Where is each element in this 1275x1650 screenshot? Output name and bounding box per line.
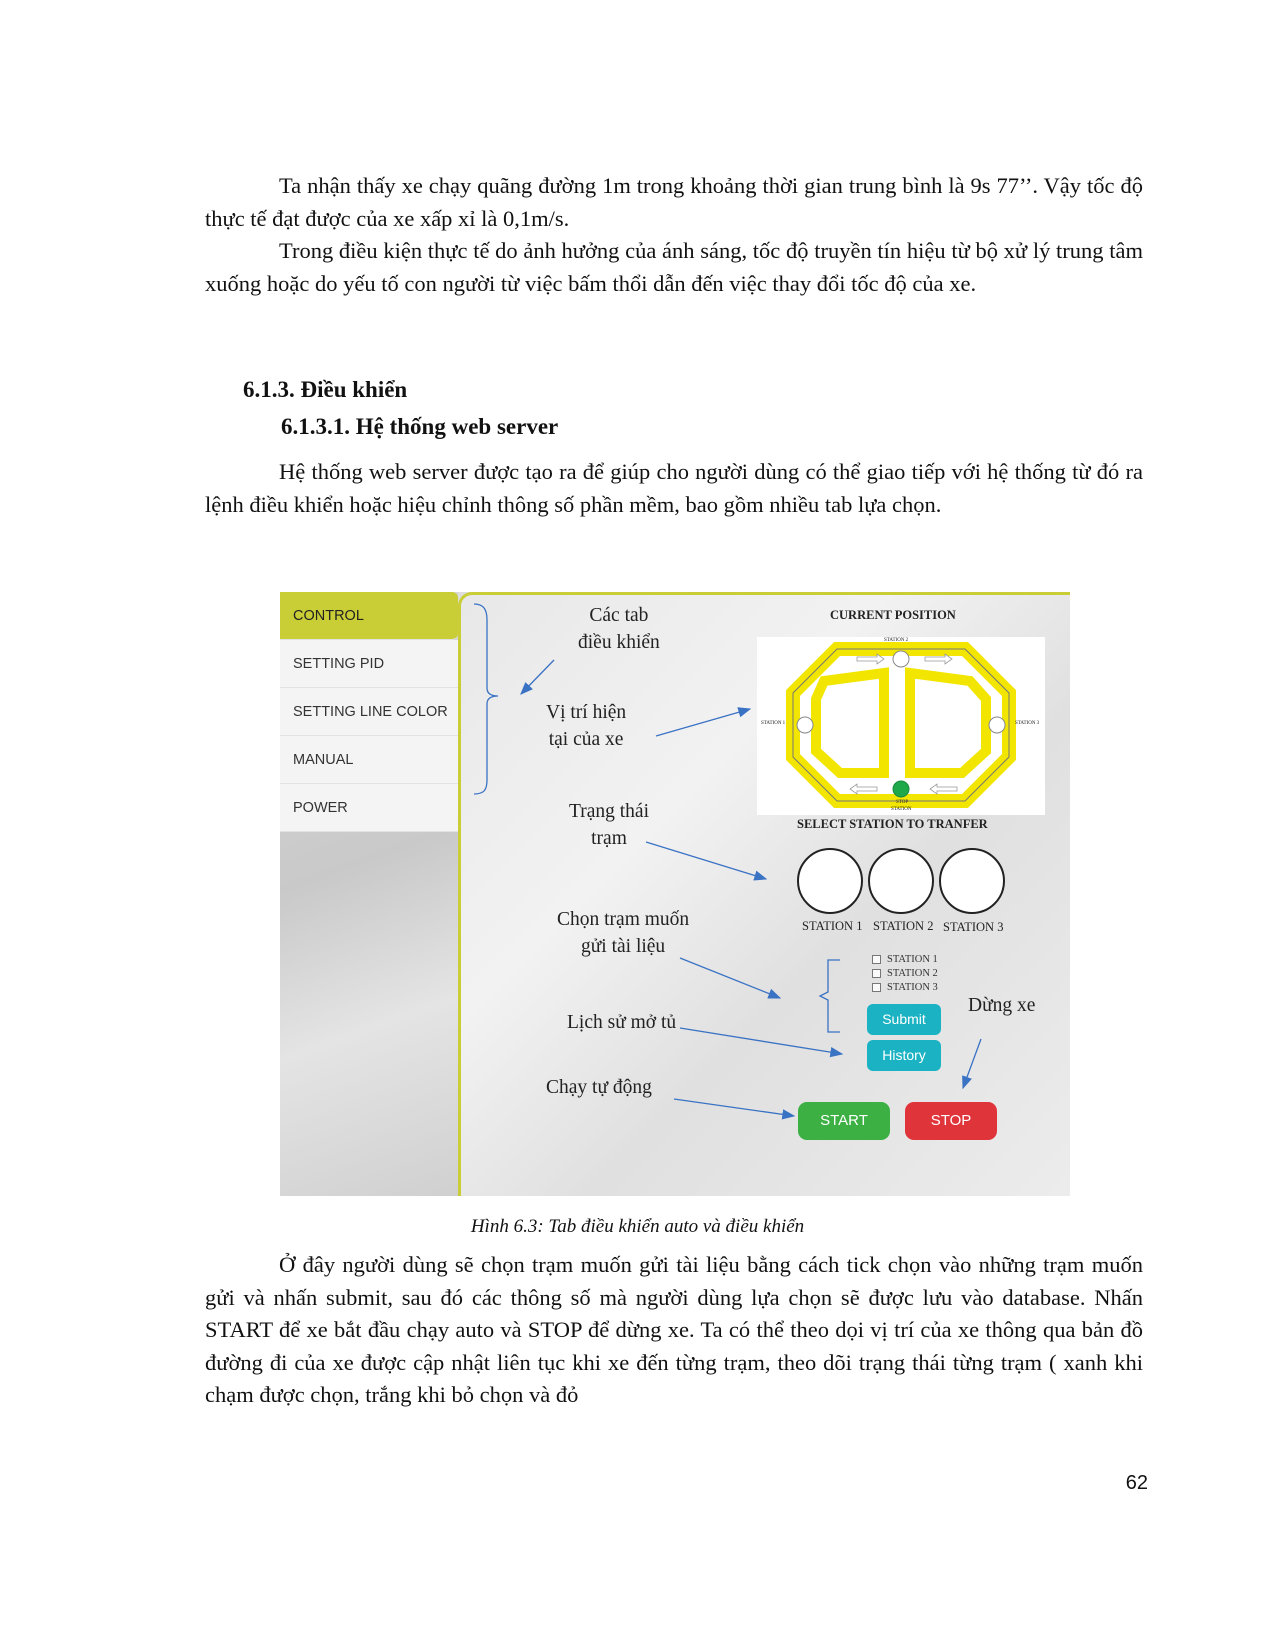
- submit-button[interactable]: Submit: [867, 1004, 941, 1035]
- station-3-label: STATION 3: [943, 920, 1004, 934]
- map-label-station-3: STATION 3: [1015, 721, 1040, 726]
- history-button[interactable]: History: [867, 1040, 941, 1071]
- annotation-position-line2: tại của xe: [548, 729, 624, 750]
- map-label-station-2: STATION 2: [884, 638, 909, 643]
- page-number: 62: [1125, 1472, 1148, 1494]
- tab-setting-pid[interactable]: SETTING PID: [280, 640, 458, 688]
- paragraph-conditions: Trong điều kiện thực tế do ảnh hưởng của ánh sáng, tốc độ truyền tín hiệu từ bộ xử lý trung tâm xuống hoặc do yếu tố con người từ việc bấm thổi dẫn đến việc thay đổi tốc độ của xe.: [205, 238, 1143, 296]
- section-heading: 6.1.3. Điều khiển: [243, 377, 408, 402]
- annotation-status-line1: Trạng thái: [569, 801, 649, 822]
- annotation-tabs-line2: điều khiển: [578, 632, 660, 653]
- annotation-arrows: [280, 592, 1070, 1196]
- tab-control[interactable]: CONTROL: [280, 592, 458, 640]
- figure-caption: Hình 6.3: Tab điều khiển auto và điều khiển: [470, 1216, 805, 1237]
- annotation-status-line2: trạm: [591, 828, 627, 849]
- annotation-tabs-line1: Các tab: [589, 605, 649, 626]
- start-button[interactable]: START: [798, 1102, 890, 1140]
- paragraph-speed-result: Ta nhận thấy xe chạy quãng đường 1m trong khoảng thời gian trung bình là 9s 77’’. Vậy tốc độ thực tế đạt được của xe xấp xỉ là 0,1m/s.: [205, 173, 1143, 231]
- map-label-station-1: STATION 1: [761, 721, 786, 726]
- annotation-choose-line1: Chọn trạm muốn: [557, 909, 690, 930]
- station-2-label: STATION 2: [873, 919, 934, 933]
- stop-button[interactable]: STOP: [905, 1102, 997, 1140]
- map-label-stop-station: STATION: [891, 807, 912, 812]
- annotation-auto: Chạy tự động: [546, 1077, 652, 1098]
- paragraph-web-server: Hệ thống web server được tạo ra để giúp cho người dùng có thể giao tiếp với hệ thống từ đó ra lệnh điều khiển hoặc hiệu chỉnh thông số phần mềm, bao gồm nhiều tab lựa chọn.: [205, 459, 1143, 517]
- checkbox-label: STATION 3: [887, 982, 938, 993]
- station-1-label: STATION 1: [802, 919, 863, 933]
- current-position-title: CURRENT POSITION: [830, 608, 956, 622]
- checkbox-label: STATION 1: [887, 954, 938, 965]
- web-ui-screenshot: [280, 592, 1070, 1196]
- annotation-stop-car: Dừng xe: [968, 995, 1036, 1016]
- tab-manual[interactable]: MANUAL: [280, 736, 458, 784]
- annotation-choose-line2: gửi tài liệu: [580, 936, 666, 957]
- checkbox-label: STATION 2: [887, 968, 938, 979]
- annotation-history: Lịch sử mở tủ: [567, 1012, 677, 1033]
- subsection-heading: 6.1.3.1. Hệ thống web server: [281, 414, 559, 439]
- tab-setting-line-color[interactable]: SETTING LINE COLOR: [280, 688, 458, 736]
- paragraph-usage: Ở đây người dùng sẽ chọn trạm muốn gửi tài liệu bằng cách tick chọn vào những trạm muốn gửi và nhấn submit, sau đó các thông số mà người dùng lựa chọn sẽ được lưu vào database. Nhấn START để xe bắt đầu chạy auto và STOP để dừng xe. Ta có thể theo dọi vị trí của xe thông qua bản đồ đường đi của xe được cập nhật liên tục khi xe đến từng trạm, theo dõi trạng thái từng trạm ( xanh khi chạm được chọn, trắng khi bỏ chọn và đỏ: [205, 1252, 1143, 1407]
- map-label-stop: STOP: [896, 800, 909, 805]
- tab-power[interactable]: POWER: [280, 784, 458, 832]
- select-station-title: SELECT STATION TO TRANFER: [797, 817, 988, 831]
- annotation-position-line1: Vị trí hiện: [546, 702, 627, 723]
